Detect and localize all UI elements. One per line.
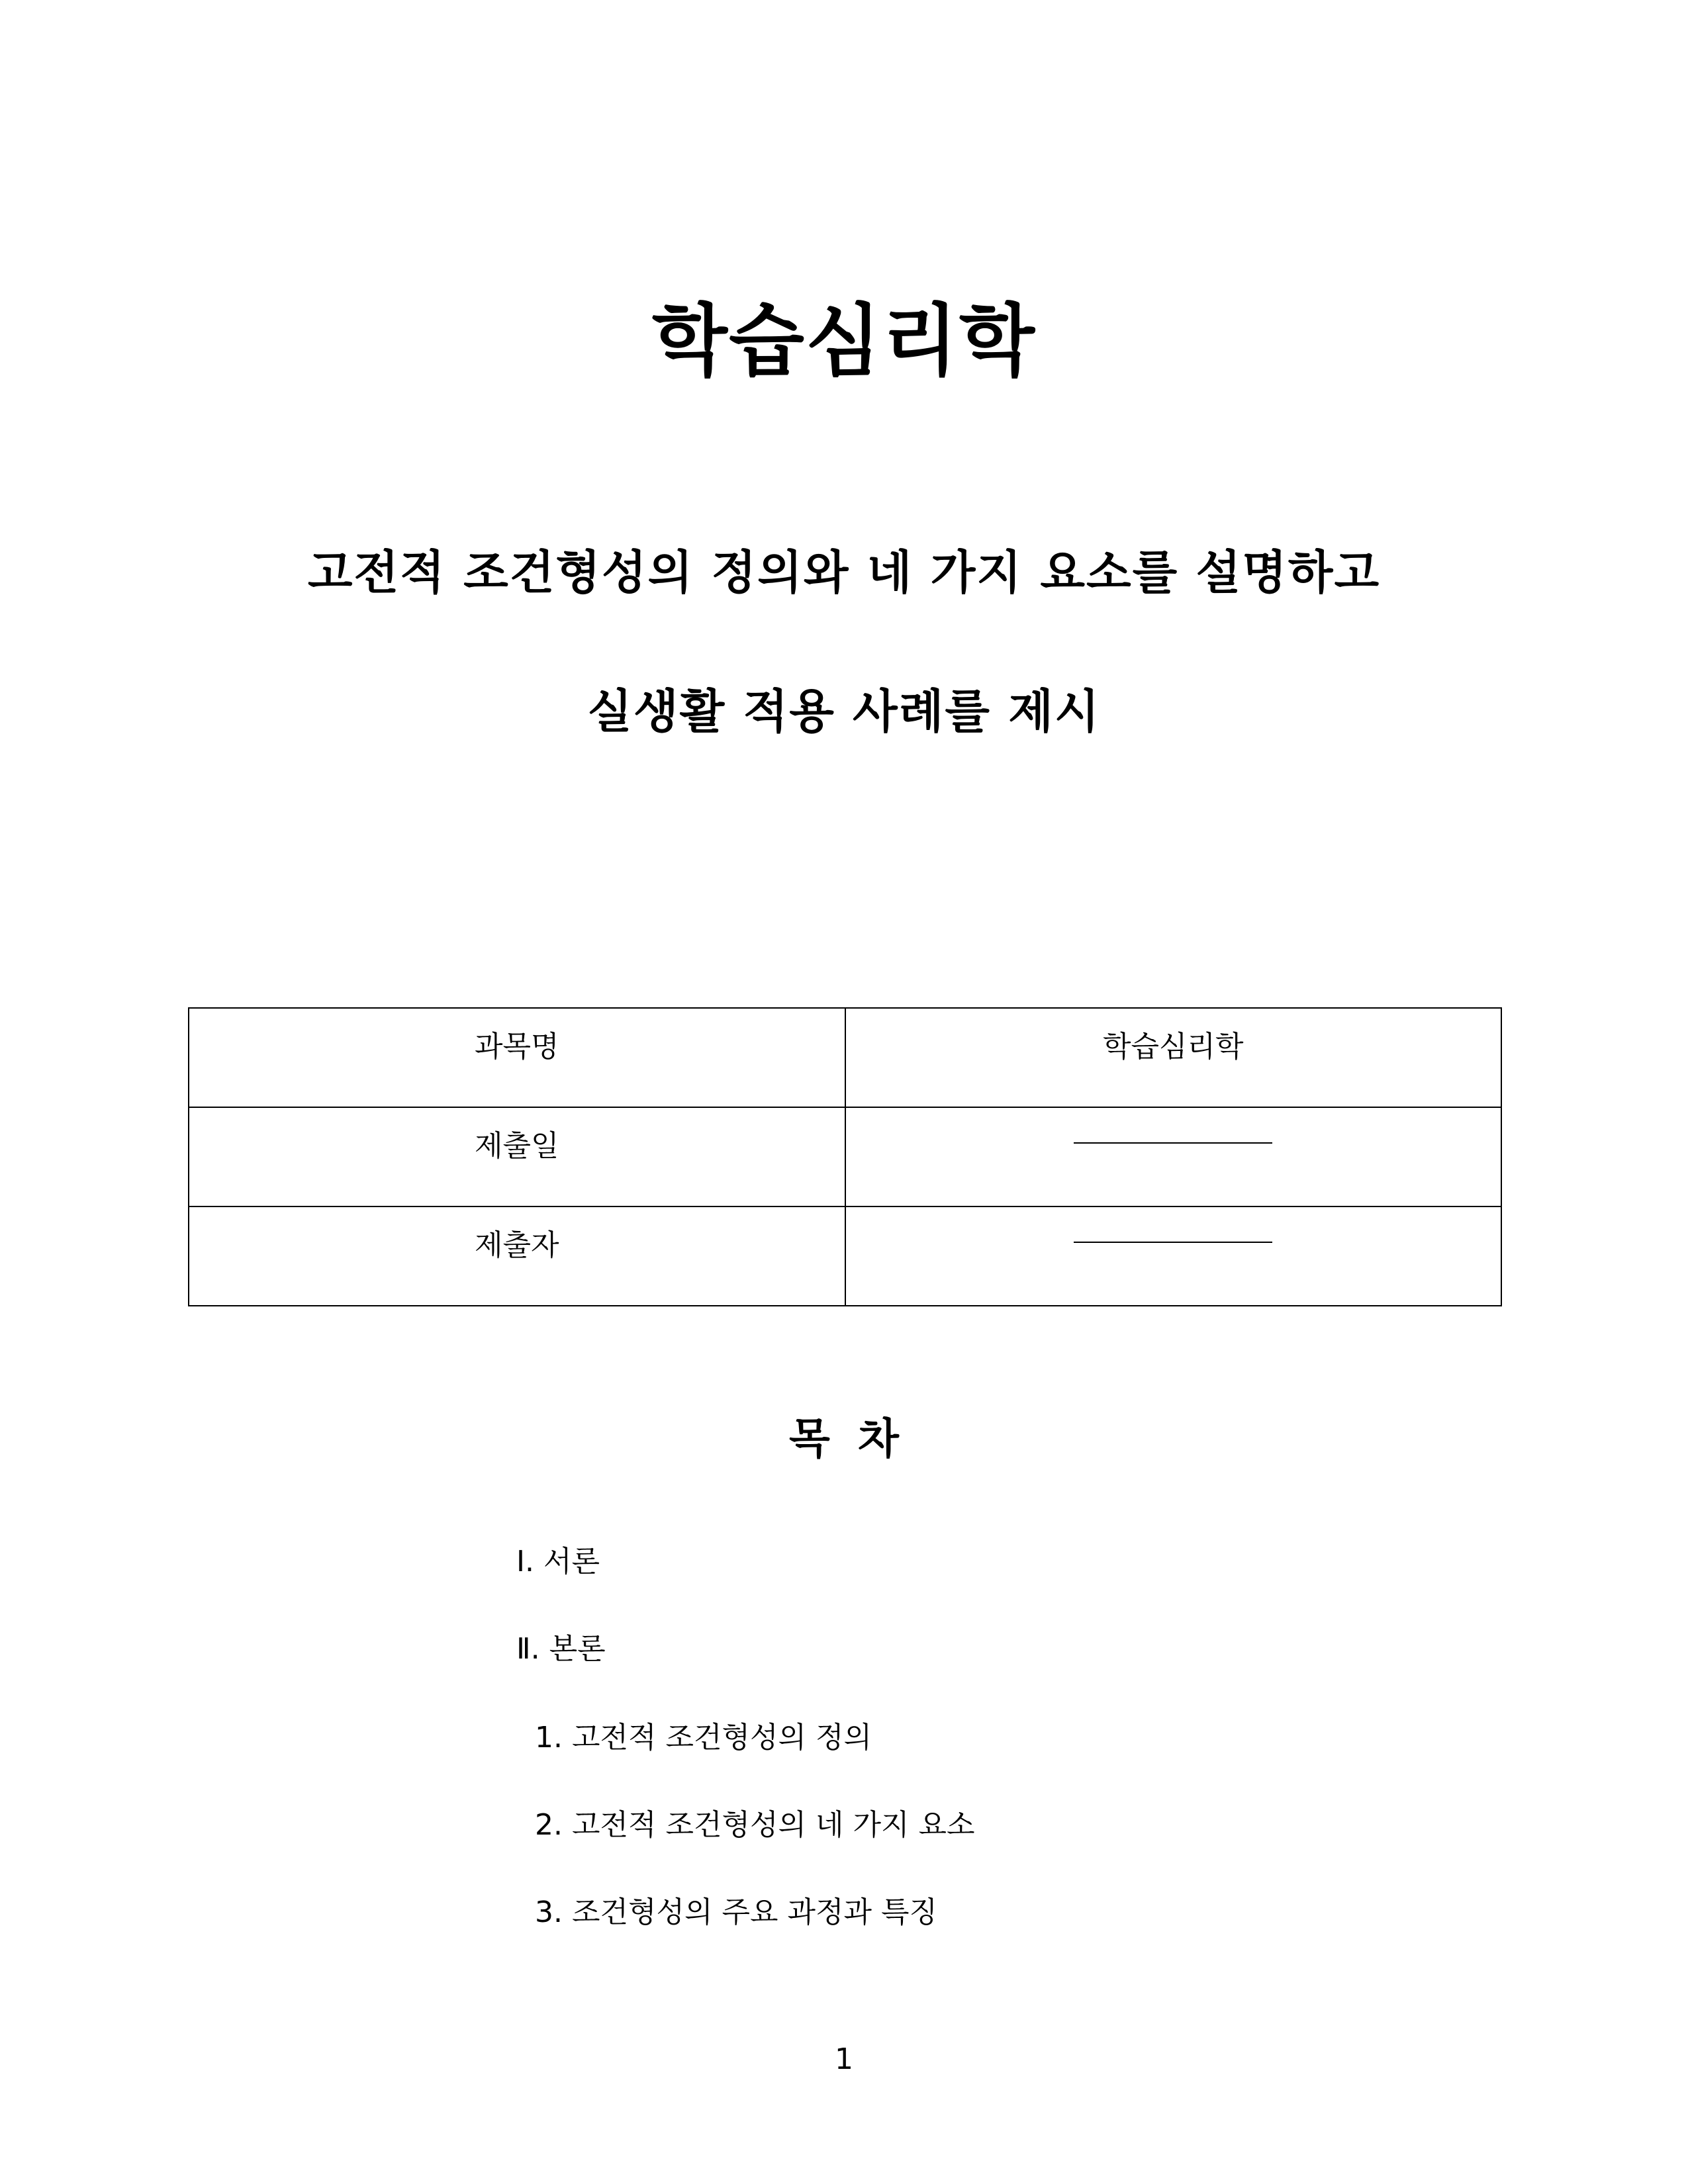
submitter-label: 제출자 xyxy=(474,1228,559,1262)
table-row xyxy=(189,1206,1501,1306)
submitter-blank-line xyxy=(1074,1242,1272,1243)
table-cell-label xyxy=(189,1206,845,1306)
table-row xyxy=(189,1107,1501,1206)
document-title: 학습심리학 xyxy=(652,295,1036,387)
subtitle-line-1: 고전적 조건형성의 정의와 네 가지 요소를 설명하고 xyxy=(307,545,1381,600)
submission-info-table xyxy=(188,1007,1502,1306)
toc-item-body: Ⅱ. 본론 xyxy=(516,1632,606,1666)
table-row xyxy=(189,1008,1501,1107)
table-cell-value xyxy=(845,1008,1502,1107)
toc-item-body-1: 1. 고전적 조건형성의 정의 xyxy=(535,1721,872,1754)
table-cell-label xyxy=(189,1008,845,1107)
table-cell-value xyxy=(845,1107,1502,1206)
table-cell-value xyxy=(845,1206,1502,1306)
course-name-label: 과목명 xyxy=(474,1030,559,1064)
subtitle-line-2: 실생활 적용 사례를 제시 xyxy=(587,684,1101,739)
toc-item-body-2: 2. 고전적 조건형성의 네 가지 요소 xyxy=(535,1808,975,1842)
toc-item-body-3: 3. 조건형성의 주요 과정과 특징 xyxy=(535,1895,937,1929)
submission-date-blank-line xyxy=(1074,1142,1272,1144)
table-cell-label xyxy=(189,1107,845,1206)
course-name-value: 학습심리학 xyxy=(1102,1030,1244,1064)
toc-item-introduction: Ⅰ. 서론 xyxy=(516,1545,600,1578)
page-number: 1 xyxy=(835,2042,853,2076)
toc-heading: 목 차 xyxy=(789,1415,899,1464)
submission-date-label: 제출일 xyxy=(474,1129,559,1163)
